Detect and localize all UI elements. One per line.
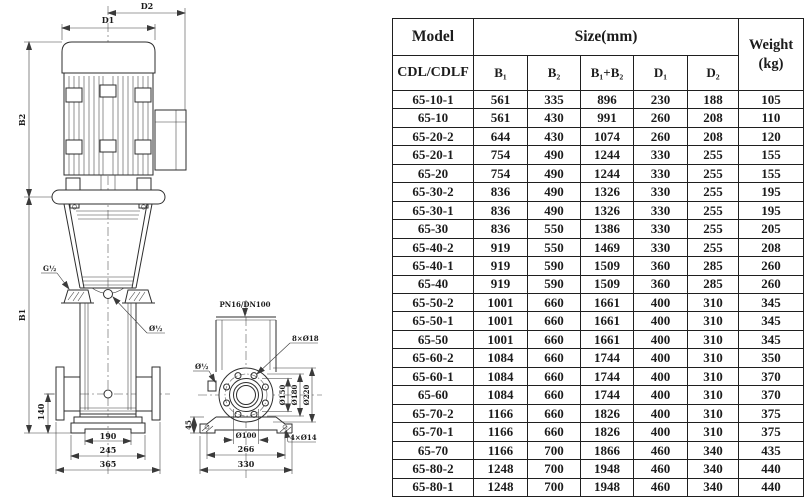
value-cell: 230	[634, 91, 688, 109]
model-cell: 65-70	[393, 441, 474, 459]
value-cell: 919	[474, 275, 528, 293]
dim-label-266: 266	[237, 444, 255, 454]
head-foot-right	[122, 290, 155, 303]
dim-label-245: 245	[99, 445, 117, 455]
table-row	[393, 293, 804, 311]
value-cell: 120	[739, 127, 804, 145]
value-cell: 490	[528, 164, 581, 182]
value-cell: 561	[474, 109, 528, 127]
model-cell: 65-50	[393, 330, 474, 348]
value-cell: 255	[688, 220, 739, 238]
dim-190	[85, 431, 131, 445]
value-cell: 1509	[581, 275, 634, 293]
table-row	[393, 386, 804, 404]
value-cell: 1661	[581, 293, 634, 311]
value-cell: 195	[739, 201, 804, 219]
model-cell: 65-60-1	[393, 367, 474, 385]
table-row	[393, 146, 804, 164]
value-cell: 310	[688, 349, 739, 367]
value-cell: 440	[739, 478, 804, 496]
model-cell: 65-70-2	[393, 404, 474, 422]
motor-foot	[66, 178, 80, 190]
phi-half-label: Ø½	[149, 324, 163, 333]
callout-g-half	[41, 264, 69, 289]
value-cell: 310	[688, 367, 739, 385]
value-cell: 1166	[474, 441, 528, 459]
value-cell: 660	[528, 386, 581, 404]
flange-outer-circle	[219, 368, 273, 422]
value-cell: 490	[528, 183, 581, 201]
value-cell: 375	[739, 423, 804, 441]
value-cell: 310	[688, 312, 739, 330]
value-cell: 1744	[581, 367, 634, 385]
value-cell: 330	[634, 146, 688, 164]
value-cell: 1001	[474, 312, 528, 330]
value-cell: 345	[739, 312, 804, 330]
value-cell: 285	[688, 257, 739, 275]
value-cell: 1244	[581, 164, 634, 182]
dim-label-b1: B1	[17, 308, 27, 322]
dim-label-45: 45	[184, 420, 193, 430]
table-row	[393, 404, 804, 422]
value-cell: 310	[688, 404, 739, 422]
value-cell: 255	[688, 146, 739, 164]
value-cell: 430	[528, 127, 581, 145]
value-cell: 340	[688, 441, 739, 459]
header-model-series: CDL/CDLF	[393, 56, 474, 91]
dim-label-phi180: Ø180	[290, 384, 299, 406]
model-cell: 65-10	[393, 109, 474, 127]
value-cell: 660	[528, 404, 581, 422]
model-cell: 65-40-1	[393, 257, 474, 275]
value-cell: 195	[739, 183, 804, 201]
header-weight	[739, 19, 804, 91]
table-row	[393, 127, 804, 145]
value-cell: 440	[739, 460, 804, 478]
value-cell: 110	[739, 109, 804, 127]
header-size: Size(mm)	[474, 19, 739, 56]
value-cell: 400	[634, 423, 688, 441]
value-cell: 836	[474, 220, 528, 238]
value-cell: 660	[528, 293, 581, 311]
value-cell: 1948	[581, 460, 634, 478]
table-row	[393, 441, 804, 459]
model-cell: 65-40	[393, 275, 474, 293]
model-cell: 65-70-1	[393, 423, 474, 441]
value-cell: 1326	[581, 183, 634, 201]
value-cell: 460	[634, 478, 688, 496]
value-cell: 260	[634, 127, 688, 145]
value-cell: 330	[634, 220, 688, 238]
value-cell: 155	[739, 164, 804, 182]
value-cell: 330	[634, 164, 688, 182]
value-cell: 400	[634, 330, 688, 348]
value-cell: 360	[634, 275, 688, 293]
value-cell: 991	[581, 109, 634, 127]
header-col-b1: B₁	[474, 56, 528, 91]
value-cell: 310	[688, 293, 739, 311]
value-cell: 1469	[581, 238, 634, 256]
value-cell: 1661	[581, 330, 634, 348]
side-ports	[56, 367, 160, 420]
value-cell: 1001	[474, 330, 528, 348]
value-cell: 700	[528, 441, 581, 459]
value-cell: 208	[688, 109, 739, 127]
value-cell: 400	[634, 386, 688, 404]
value-cell: 754	[474, 164, 528, 182]
dim-label-190: 190	[99, 431, 117, 441]
value-cell: 430	[528, 109, 581, 127]
model-cell: 65-20	[393, 164, 474, 182]
value-cell: 644	[474, 127, 528, 145]
table-row	[393, 367, 804, 385]
value-cell: 660	[528, 349, 581, 367]
value-cell: 310	[688, 423, 739, 441]
dim-label-d2: D2	[140, 1, 154, 11]
value-cell: 255	[688, 201, 739, 219]
table-row	[393, 460, 804, 478]
g-half-label: G½	[43, 264, 57, 273]
model-cell: 65-10-1	[393, 91, 474, 109]
table-row	[393, 275, 804, 293]
header-model: Model	[393, 19, 474, 56]
value-cell: 1509	[581, 257, 634, 275]
base-hole	[283, 425, 287, 429]
value-cell: 460	[634, 441, 688, 459]
model-cell: 65-80-2	[393, 460, 474, 478]
table-row	[393, 257, 804, 275]
terminal-box	[155, 110, 186, 170]
pump-spec-table	[392, 18, 804, 497]
value-cell: 919	[474, 238, 528, 256]
table-row	[393, 91, 804, 109]
table-row	[393, 238, 804, 256]
table-row	[393, 201, 804, 219]
value-cell: 1866	[581, 441, 634, 459]
head-foot-left	[61, 290, 94, 303]
dim-d1	[62, 15, 155, 40]
port-flange-right	[152, 367, 160, 420]
dim-label-phi100: Ø100	[235, 431, 257, 440]
value-cell: 1826	[581, 423, 634, 441]
table-row	[393, 183, 804, 201]
table-row	[393, 478, 804, 496]
value-cell: 370	[739, 367, 804, 385]
value-cell: 460	[634, 460, 688, 478]
value-cell: 260	[739, 257, 804, 275]
value-cell: 370	[739, 386, 804, 404]
value-cell: 1826	[581, 404, 634, 422]
value-cell: 590	[528, 257, 581, 275]
value-cell: 375	[739, 404, 804, 422]
dim-label-140: 140	[36, 403, 46, 421]
value-cell: 919	[474, 257, 528, 275]
value-cell: 360	[634, 257, 688, 275]
value-cell: 350	[739, 349, 804, 367]
value-cell: 1166	[474, 423, 528, 441]
value-cell: 400	[634, 367, 688, 385]
value-cell: 700	[528, 478, 581, 496]
value-cell: 400	[634, 349, 688, 367]
value-cell: 836	[474, 183, 528, 201]
value-cell: 700	[528, 460, 581, 478]
value-cell: 330	[634, 238, 688, 256]
value-cell: 754	[474, 146, 528, 164]
model-cell: 65-80-1	[393, 478, 474, 496]
model-cell: 65-60-2	[393, 349, 474, 367]
value-cell: 400	[634, 404, 688, 422]
value-cell: 1386	[581, 220, 634, 238]
value-cell: 550	[528, 238, 581, 256]
table-body	[393, 91, 804, 497]
value-cell: 1074	[581, 127, 634, 145]
value-cell: 1084	[474, 349, 528, 367]
gauge-port-stub	[208, 381, 216, 391]
pump-dimension-drawing	[0, 0, 390, 500]
dim-label-365: 365	[99, 459, 117, 469]
callout-flange-spec	[219, 300, 270, 316]
value-cell: 255	[688, 238, 739, 256]
vent-plug	[104, 290, 113, 299]
motor-foot	[137, 178, 151, 190]
model-cell: 65-20-2	[393, 127, 474, 145]
value-cell: 896	[581, 91, 634, 109]
callout-phi-half-side	[193, 362, 215, 382]
model-cell: 65-30-1	[393, 201, 474, 219]
dim-label-330: 330	[237, 459, 255, 469]
discharge-flange	[219, 368, 273, 422]
header-col-b1b2: B₁+B₂	[581, 56, 634, 91]
value-cell: 1084	[474, 386, 528, 404]
table-row	[393, 423, 804, 441]
value-cell: 836	[474, 201, 528, 219]
value-cell: 1084	[474, 367, 528, 385]
value-cell: 255	[688, 164, 739, 182]
value-cell: 255	[688, 183, 739, 201]
dim-label-b2: B2	[17, 113, 27, 127]
port-flange-left	[56, 367, 64, 420]
value-cell: 1244	[581, 146, 634, 164]
value-cell: 1001	[474, 293, 528, 311]
value-cell: 400	[634, 312, 688, 330]
value-cell: 1948	[581, 478, 634, 496]
value-cell: 330	[634, 201, 688, 219]
dim-label-phi220: Ø220	[302, 384, 311, 406]
table-row	[393, 312, 804, 330]
header-weight-word: Weight	[748, 37, 794, 54]
dim-b2	[17, 42, 62, 197]
header-col-d2: D₂	[688, 56, 739, 91]
value-cell: 340	[688, 460, 739, 478]
model-cell: 65-40-2	[393, 238, 474, 256]
value-cell: 330	[634, 183, 688, 201]
value-cell: 590	[528, 275, 581, 293]
value-cell: 260	[634, 109, 688, 127]
spec-table-container	[392, 18, 804, 497]
drain-plug	[104, 390, 112, 398]
flange-view	[184, 300, 322, 478]
model-cell: 65-30-2	[393, 183, 474, 201]
value-cell: 105	[739, 91, 804, 109]
header-col-d1: D₁	[634, 56, 688, 91]
value-cell: 435	[739, 441, 804, 459]
value-cell: 340	[688, 478, 739, 496]
value-cell: 188	[688, 91, 739, 109]
value-cell: 1661	[581, 312, 634, 330]
model-cell: 65-50-2	[393, 293, 474, 311]
flange-spec-label: PN16/DN100	[219, 300, 271, 309]
value-cell: 1248	[474, 460, 528, 478]
value-cell: 260	[739, 275, 804, 293]
value-cell: 1326	[581, 201, 634, 219]
base-holes-label: 4×Ø14	[290, 433, 317, 442]
value-cell: 345	[739, 330, 804, 348]
phi-half-side-label: Ø½	[195, 362, 209, 371]
front-view	[17, 1, 186, 476]
motor	[62, 42, 186, 190]
header-weight-unit: (kg)	[758, 55, 784, 72]
value-cell: 660	[528, 330, 581, 348]
callout-base-holes	[286, 430, 317, 442]
bolt-circle-label: 8×Ø18	[292, 334, 319, 343]
value-cell: 660	[528, 367, 581, 385]
model-cell: 65-60	[393, 386, 474, 404]
dim-45	[184, 417, 204, 433]
value-cell: 400	[634, 293, 688, 311]
value-cell: 208	[688, 127, 739, 145]
model-cell: 65-50-1	[393, 312, 474, 330]
dim-label-d1: D1	[101, 15, 115, 25]
value-cell: 1166	[474, 404, 528, 422]
value-cell: 660	[528, 423, 581, 441]
value-cell: 155	[739, 146, 804, 164]
motor-stool	[61, 204, 155, 303]
value-cell: 660	[528, 312, 581, 330]
value-cell: 285	[688, 275, 739, 293]
table-row	[393, 220, 804, 238]
value-cell: 345	[739, 293, 804, 311]
value-cell: 490	[528, 201, 581, 219]
value-cell: 205	[739, 220, 804, 238]
table-row	[393, 330, 804, 348]
header-col-b2: B₂	[528, 56, 581, 91]
value-cell: 310	[688, 330, 739, 348]
value-cell: 208	[739, 238, 804, 256]
table-row	[393, 109, 804, 127]
value-cell: 550	[528, 220, 581, 238]
value-cell: 310	[688, 386, 739, 404]
value-cell: 1248	[474, 478, 528, 496]
model-cell: 65-20-1	[393, 146, 474, 164]
value-cell: 1744	[581, 349, 634, 367]
table-row	[393, 349, 804, 367]
table-row	[393, 164, 804, 182]
value-cell: 561	[474, 91, 528, 109]
dim-140	[36, 394, 54, 433]
dim-label-phi150: Ø150	[278, 384, 287, 406]
value-cell: 490	[528, 146, 581, 164]
value-cell: 335	[528, 91, 581, 109]
model-cell: 65-30	[393, 220, 474, 238]
value-cell: 1744	[581, 386, 634, 404]
